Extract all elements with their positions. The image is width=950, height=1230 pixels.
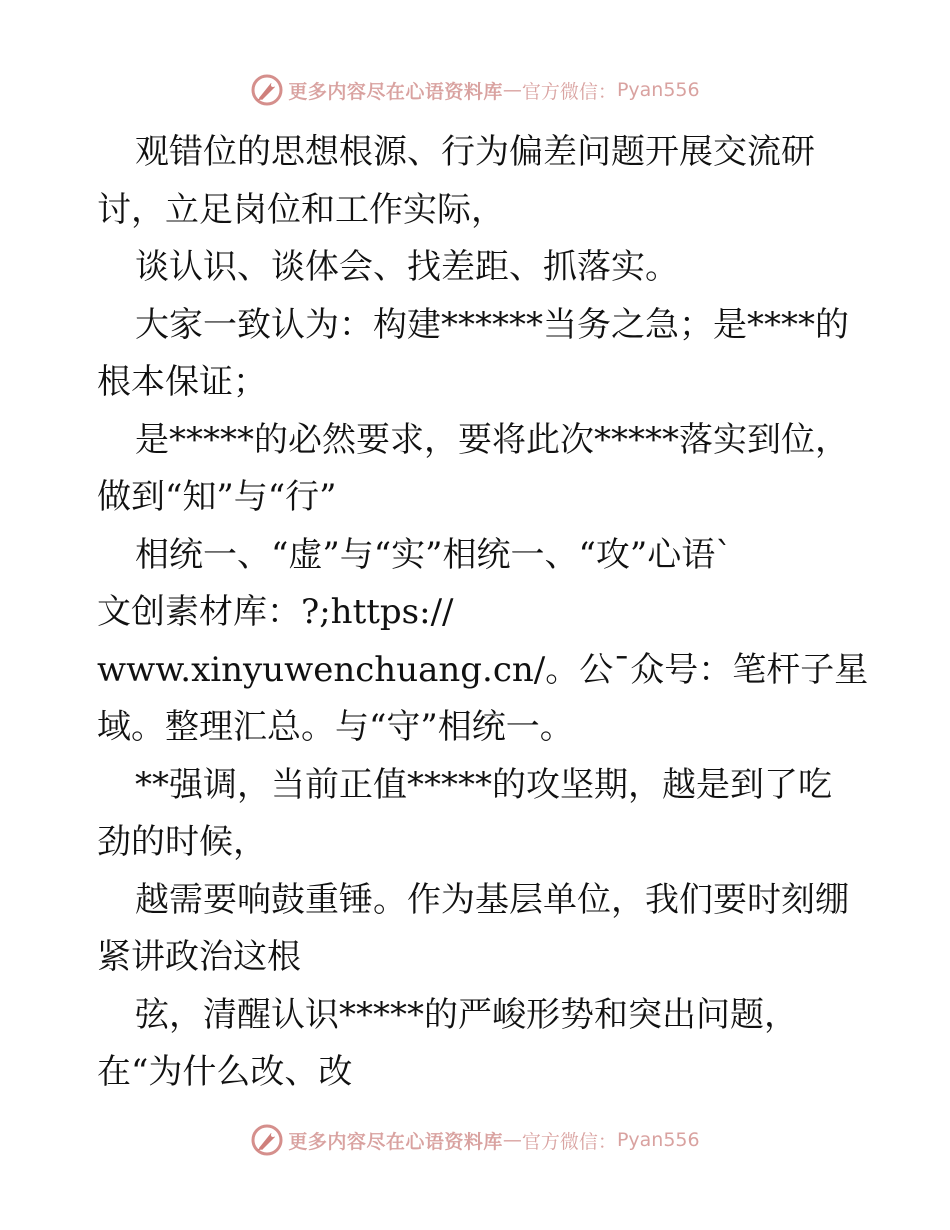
body-line: 做到“知”与“行”: [97, 477, 337, 517]
pen-nib-logo-icon: [250, 73, 284, 107]
body-line: 谈认识、谈体会、找差距、抓落实。: [135, 247, 679, 287]
body-line: 在“为什么改、改: [97, 1052, 353, 1092]
body-line: 是*****的必然要求，要将此次*****落实到位，: [135, 419, 849, 460]
footer-brand-text: 更多内容尽在心语资料库: [288, 1130, 503, 1153]
body-line: www.xinyuwenchuang.cn/。公¯众号：笔杆子星: [97, 649, 869, 690]
header-dash: —: [502, 79, 522, 101]
body-line: 观错位的思想根源、行为偏差问题开展交流研: [135, 132, 815, 172]
pen-nib-logo-icon: [250, 1123, 284, 1157]
header-brand-text: 更多内容尽在心语资料库: [288, 80, 503, 103]
body-line: 大家一致认为：构建******当务之急；是****的: [135, 304, 849, 345]
footer-wechat-id: Pyan556: [616, 1129, 700, 1151]
body-line: **强调，当前正值*****的攻坚期，越是到了吃: [135, 764, 832, 805]
body-line: 文创素材库：?;https://: [97, 592, 454, 632]
header-wechat-id: Pyan556: [616, 79, 700, 101]
body-line: 越需要响鼓重锤。作为基层单位，我们要时刻绷: [135, 879, 849, 920]
body-line: 劲的时候，: [97, 822, 267, 862]
footer-wechat-label: 官方微信：: [521, 1130, 617, 1153]
document-body: [97, 124, 869, 1102]
footer-banner: [0, 1122, 950, 1158]
header-wechat-label: 官方微信：: [521, 80, 617, 103]
body-line: 域。整理汇总。与“守”相统一。: [97, 707, 574, 747]
body-line: 相统一、“虚”与“实”相统一、“攻”心语`: [135, 534, 733, 575]
body-line: 根本保证；: [97, 362, 267, 402]
header-banner: [0, 72, 950, 108]
body-line: 讨，立足岗位和工作实际，: [97, 189, 505, 230]
body-line: 紧讲政治这根: [97, 937, 301, 977]
body-line: 弦，清醒认识*****的严峻形势和突出问题，: [135, 994, 798, 1035]
footer-dash: —: [502, 1129, 522, 1151]
